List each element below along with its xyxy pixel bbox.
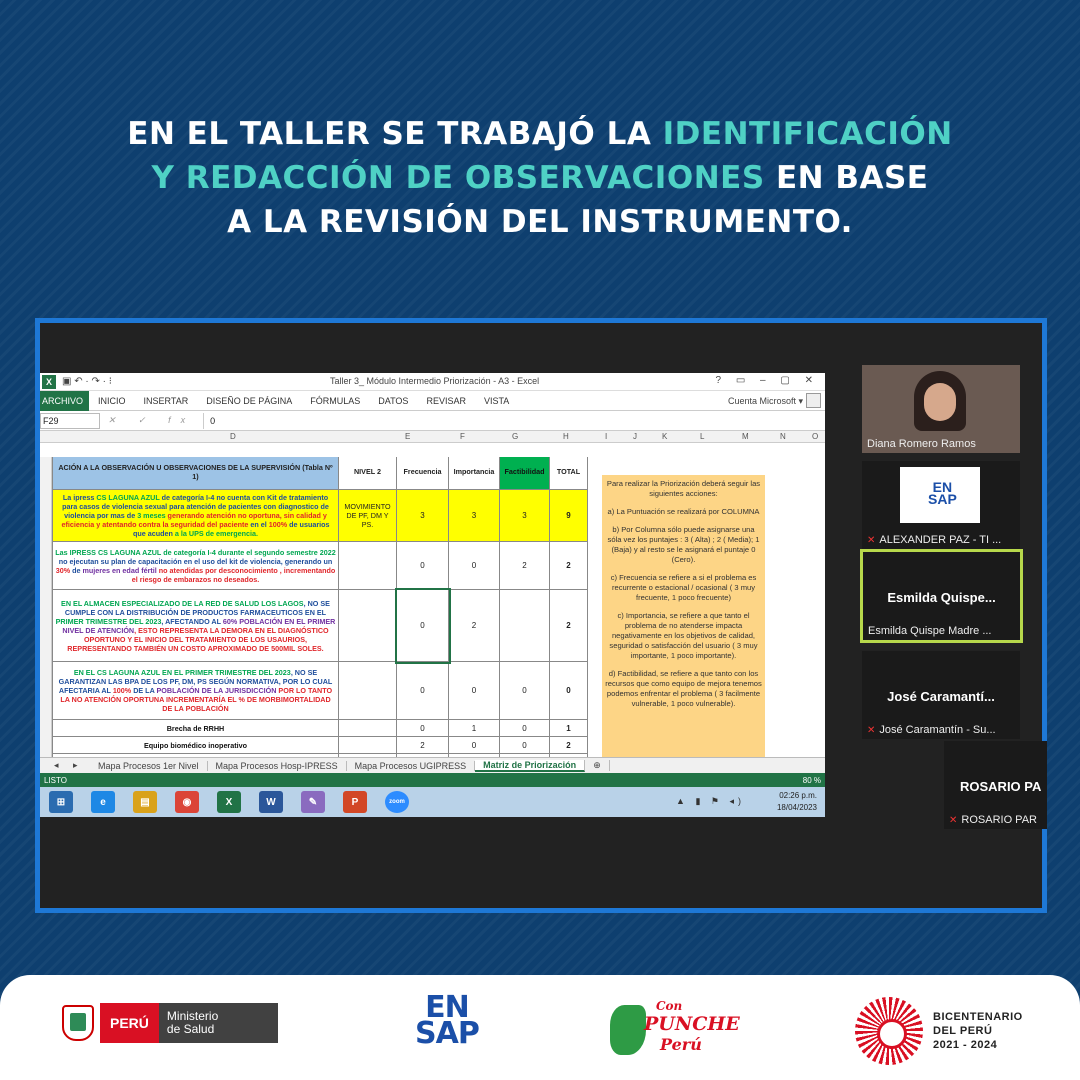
observation-text: no ejecutan su plan de capacitación en el uso del kit de violencia, generando un	[58, 556, 333, 566]
frecuencia-cell[interactable]: 0	[397, 720, 449, 737]
meeting-screen-share	[35, 318, 1047, 913]
participant-name: ✕ José Caramantín - Su...	[867, 724, 996, 736]
punche-con: Con	[656, 999, 683, 1013]
matrix-row	[53, 490, 588, 542]
tab-insertar[interactable]: INSERTAR	[143, 395, 189, 406]
total-cell[interactable]: 2	[550, 737, 588, 754]
peru-label: PERÚ	[100, 1003, 159, 1043]
col-header-d[interactable]: D	[230, 432, 236, 441]
observation-text: , NO SE CUMPLE CON LA DISTRIBUCIÓN DE PRODUCTOS FARMACEUTICOS EN EL	[64, 598, 330, 617]
excel-icon[interactable]: X	[217, 791, 241, 813]
sheet-tabs	[40, 757, 825, 773]
participant-name: ✕ ROSARIO PAR	[949, 814, 1037, 826]
participant-name: ✕ ALEXANDER PAZ - TI ...	[867, 534, 1002, 546]
participant-tile-4[interactable]	[862, 651, 1020, 739]
observation-text: EN EL CS LAGUNA AZUL EN EL PRIMER TRIMESTRE DEL 2023	[73, 668, 291, 677]
observation-text: POBLACIÓN DE LA JURISDICCIÓN	[156, 686, 277, 695]
observation-text: PRIMER TRIMESTRE DEL 2023	[55, 616, 162, 626]
ministerio-line-1: Ministerio	[166, 1009, 219, 1023]
instruction-paragraph: c) Importancia, se refiere a que tanto el problema de no atenderse impacta negativamente en los objetivos de calidad, seguridad o satisfacción del usuario ( 3 muy importante, 1 poco importante).	[609, 611, 758, 660]
participant-name: Esmilda Quispe Madre ...	[868, 625, 992, 637]
total-cell[interactable]: 2	[550, 590, 588, 662]
col-header-j[interactable]: J	[633, 432, 637, 441]
instruction-paragraph: Para realizar la Priorización deberá seguir las siguientes acciones:	[606, 479, 761, 498]
document-title: Taller 3_ Módulo Intermedio Priorización - A3 - Excel	[330, 376, 540, 386]
observation-text: de	[70, 565, 83, 575]
col-header-n[interactable]: N	[780, 432, 786, 441]
observation-cell[interactable]	[53, 490, 339, 542]
observation-text: , AFECTANDO AL	[161, 616, 223, 626]
col-header-g[interactable]: G	[512, 432, 519, 441]
importancia-cell[interactable]: 2	[449, 590, 500, 662]
account-menu[interactable]: Cuenta Microsoft ▾	[727, 396, 803, 406]
word-icon[interactable]: W	[259, 791, 283, 813]
observation-text: de usuarios que acuden	[132, 520, 330, 538]
footer-logos	[0, 975, 1080, 1080]
peru-coat-of-arms-icon	[62, 1005, 94, 1041]
col-header-h[interactable]: H	[563, 432, 569, 441]
nivel2-cell[interactable]: MOVIMIENTO DE PF, DM Y PS.	[339, 490, 397, 542]
matrix-row	[53, 737, 588, 754]
worksheet-grid[interactable]	[40, 457, 815, 757]
quick-access-toolbar[interactable]: ▣ ↶ · ↷ · ⁝	[62, 376, 112, 387]
file-explorer-icon[interactable]: ▤	[133, 791, 157, 813]
muted-mic-icon: ✕	[867, 535, 876, 546]
col-header-f[interactable]: F	[460, 432, 465, 441]
name-box[interactable]: F29	[40, 413, 100, 429]
total-cell[interactable]: 1	[550, 720, 588, 737]
formula-input[interactable]: 0	[203, 413, 825, 429]
observation-cell[interactable]: Equipo biomédico inoperativo	[53, 737, 339, 754]
sheet-tab-mapa-hosp[interactable]: Mapa Procesos Hosp-IPRESS	[208, 761, 347, 771]
priorization-instructions[interactable]	[602, 475, 765, 757]
sheet-nav-arrows[interactable]: ◂ ▸	[54, 760, 84, 770]
taskbar-app-list	[40, 791, 418, 813]
total-cell[interactable]: 0	[550, 662, 588, 720]
observation-text: mujeres en edad fértil	[82, 565, 157, 575]
importancia-cell[interactable]: 3	[449, 490, 500, 542]
ministerio-label	[159, 1003, 278, 1043]
observation-text: no atendidas por desconocimiento , incrementando el riesgo de embarazos no deseados.	[131, 565, 336, 584]
nivel2-cell[interactable]	[339, 737, 397, 754]
ribbon-tabs	[40, 391, 825, 411]
sheet-tab-matriz-priorizacion[interactable]: Matriz de Priorización	[475, 760, 585, 772]
col-header-l[interactable]: L	[700, 432, 705, 441]
add-sheet-icon[interactable]: ⊕	[585, 760, 610, 771]
observation-text: La ipress	[62, 493, 97, 502]
observation-text: , NO SE GARANTIZAN LAS BPA DE LOS PF, DM, PS SEGÚN NORMATIVA, POR LO CUAL AFECTARIA AL	[58, 668, 333, 695]
observation-text: 100%	[112, 686, 132, 695]
ministerio-line-2: de Salud	[166, 1022, 215, 1036]
formula-icons[interactable]: ✕ ✓ fx	[108, 415, 196, 425]
participant-face	[924, 383, 956, 421]
formula-bar	[40, 411, 825, 431]
tab-diseno-pagina[interactable]: DISEÑO DE PÁGINA	[206, 395, 293, 406]
instruction-paragraph: a) La Puntuación se realizará por COLUMNA	[607, 507, 760, 516]
observation-cell[interactable]	[53, 590, 339, 662]
tab-formulas[interactable]: FÓRMULAS	[310, 395, 361, 406]
observation-text: generando atención no oportuna, sin calidad y eficiencia y atentando contra la seguridad del paciente	[61, 511, 327, 529]
bicentenario-text	[933, 1010, 1023, 1052]
observation-text: 100%	[268, 520, 288, 529]
instruction-paragraph: d) Factibilidad, se refiere a que tanto con los recursos que como equipo de mejora tenemos podemos enfrentar el problema ( 3 facilmente vulnerable, 1 poco vulnerable).	[605, 669, 762, 708]
nivel2-cell[interactable]	[339, 662, 397, 720]
headline-highlight-1: IDENTIFICACIÓN	[662, 116, 953, 152]
total-cell[interactable]: 2	[550, 542, 588, 590]
instruction-paragraph: c) Frecuencia se refiere a si el problema es recurrente o estacional / ocasional ( 3 muy frecuente, 1 poco frecuente)	[610, 573, 757, 602]
frecuencia-cell[interactable]: 3	[397, 490, 449, 542]
observation-text: de categoría I-4	[159, 493, 217, 502]
observation-cell[interactable]	[53, 662, 339, 720]
muted-mic-icon: ✕	[867, 725, 876, 736]
tab-inicio[interactable]: INICIO	[98, 395, 126, 406]
taskbar-clock[interactable]	[777, 790, 817, 814]
ensap-line-1: EN	[425, 990, 469, 1025]
punche-main: PUNCHE	[644, 1013, 740, 1035]
muted-mic-icon: ✕	[949, 815, 958, 826]
nivel2-cell[interactable]	[339, 542, 397, 590]
excel-window	[40, 373, 825, 817]
tab-vista[interactable]: VISTA	[483, 395, 510, 406]
bic-line-3: 2021 - 2024	[933, 1039, 998, 1051]
headline-highlight-2: Y REDACCIÓN DE OBSERVACIONES	[151, 160, 765, 196]
participant-display-name: José Caramantí...	[887, 689, 995, 704]
instruction-paragraph: b) Por Columna sólo puede asignarse una sóla vez los puntajes : 3 ( Alta) ; 2 ( Media); 1 (Baja) y al resto se le asignará el puntaje 0 (Cero).	[607, 525, 760, 564]
paint-icon[interactable]: ✎	[301, 791, 325, 813]
tab-revisar[interactable]: REVISAR	[426, 395, 466, 406]
headline-part-5: A LA REVISIÓN DEL INSTRUMENTO.	[227, 204, 853, 240]
observation-text: POR LO TANTO LA NO ATENCIÓN OPORTUNA INCREMENTARÍA EL % DE MORBIMORTALIDAD DE LA POBLACIÓN	[60, 686, 333, 713]
window-controls[interactable]: ? ▭ – ▢ ✕	[715, 375, 819, 386]
internet-explorer-icon[interactable]: e	[91, 791, 115, 813]
participant-display-name: ROSARIO PA	[960, 779, 1042, 794]
factibilidad-cell[interactable]: 3	[500, 490, 550, 542]
punche-peru: Perú	[660, 1035, 702, 1054]
bicentenario-logo	[855, 997, 1023, 1065]
col-header-m[interactable]: M	[742, 432, 749, 441]
observation-cell[interactable]: Brecha de RRHH	[53, 720, 339, 737]
clock-time: 02:26 p.m.	[779, 791, 817, 800]
participant-display-name: Esmilda Quispe...	[887, 590, 996, 605]
row-headers	[40, 457, 52, 757]
header-frecuencia[interactable]: Frecuencia	[397, 457, 449, 490]
factibilidad-cell[interactable]	[500, 590, 550, 662]
windows-start-icon[interactable]: ⊞	[49, 791, 73, 813]
observation-text: EN EL ALMACEN ESPECIALIZADO DE LA RED DE SALUD LOS LAGOS	[61, 598, 304, 608]
header-importancia[interactable]: Importancia	[449, 457, 500, 490]
clock-date: 18/04/2023	[776, 803, 817, 812]
header-nivel2[interactable]: NIVEL 2	[339, 457, 397, 490]
observation-text: DE LA	[131, 686, 157, 695]
importancia-cell[interactable]: 0	[449, 662, 500, 720]
nivel2-cell[interactable]	[339, 720, 397, 737]
importancia-cell[interactable]: 0	[449, 737, 500, 754]
con-punche-peru-logo	[610, 997, 740, 1059]
bic-line-2: DEL PERÚ	[933, 1025, 993, 1037]
total-cell[interactable]: 9	[550, 490, 588, 542]
header-observacion[interactable]: ACIÓN A LA OBSERVACIÓN U OBSERVACIONES DE LA SUPERVISIÓN (Tabla Nº 1)	[53, 457, 339, 490]
minsa-logo	[62, 1003, 278, 1043]
powerpoint-icon[interactable]: P	[343, 791, 367, 813]
factibilidad-cell[interactable]: 0	[500, 720, 550, 737]
status-text: LISTO	[44, 775, 67, 785]
observation-text: en el	[248, 520, 269, 529]
bicentenario-sun-icon	[855, 997, 923, 1065]
observation-text: Las IPRESS CS LAGUNA AZUL de categoría I-4 durante el segundo semestre 2022	[55, 547, 336, 557]
account-avatar[interactable]	[806, 393, 821, 408]
matrix-header-row	[53, 457, 588, 490]
headline-part-4: EN BASE	[764, 160, 929, 196]
observation-text: 3 meses	[137, 511, 166, 520]
nivel2-cell[interactable]	[339, 590, 397, 662]
bic-line-1: BICENTENARIO	[933, 1011, 1023, 1023]
participant-tile-2[interactable]	[862, 461, 1020, 549]
observation-text: a la UPS de emergencia.	[174, 529, 259, 538]
windows-taskbar	[40, 787, 825, 817]
participant-tile-1[interactable]	[862, 365, 1020, 453]
zoom-level[interactable]: 80 %	[802, 775, 821, 785]
participant-tile-5[interactable]	[944, 741, 1047, 829]
priorization-matrix	[52, 457, 588, 757]
frecuencia-cell[interactable]: 2	[397, 737, 449, 754]
importancia-cell[interactable]: 1	[449, 720, 500, 737]
participant-shared-logo	[900, 467, 980, 523]
factibilidad-cell[interactable]: 0	[500, 737, 550, 754]
sheet-tab-mapa-ugipress[interactable]: Mapa Procesos UGIPRESS	[347, 761, 476, 771]
observation-text: CS LAGUNA AZUL	[96, 493, 160, 502]
ensap-line-2: SAP	[415, 1016, 479, 1051]
col-header-o[interactable]: O	[812, 432, 819, 441]
participant-name: Diana Romero Ramos	[867, 438, 976, 450]
observation-text: 60% POBLACIÓN EN EL PRIMER NIVEL DE ATENCIÓN	[62, 616, 336, 635]
column-headers	[40, 431, 825, 443]
system-tray-icons[interactable]: ▲ ▮ ⚑ ◂)	[676, 796, 745, 806]
observation-text: 30%	[55, 565, 71, 575]
ensap-logo	[415, 990, 479, 1051]
factibilidad-cell[interactable]: 0	[500, 662, 550, 720]
tab-archivo[interactable]: ARCHIVO	[40, 391, 89, 411]
factibilidad-cell[interactable]: 2	[500, 542, 550, 590]
observation-text: no cuenta con Kit de tratamiento para casos de violencia sexual para atención de pacientes con diagnostico de violencia	[62, 493, 329, 520]
observation-cell[interactable]	[53, 542, 339, 590]
importancia-cell[interactable]: 0	[449, 542, 500, 590]
observation-text: por mas de	[94, 511, 138, 520]
col-header-e[interactable]: E	[405, 432, 411, 441]
status-bar	[40, 773, 825, 787]
frecuencia-cell[interactable]: 0	[397, 542, 449, 590]
headline-part-1: EN EL TALLER SE TRABAJÓ LA	[127, 116, 663, 152]
col-header-k[interactable]: K	[662, 432, 668, 441]
zoom-icon[interactable]: zoom	[385, 791, 409, 813]
matrix-body	[53, 490, 588, 758]
ensap-mini-logo: EN SAP	[928, 479, 957, 507]
sheet-tab-mapa-1er-nivel[interactable]: Mapa Procesos 1er Nivel	[90, 761, 208, 771]
matrix-row	[53, 662, 588, 720]
headline	[40, 112, 1040, 244]
header-factibilidad[interactable]: Factibilidad	[500, 457, 550, 490]
matrix-row	[53, 542, 588, 590]
col-header-i[interactable]: I	[605, 432, 608, 441]
frecuencia-cell[interactable]: 0	[397, 590, 449, 662]
excel-title-bar	[40, 373, 825, 391]
matrix-row	[53, 590, 588, 662]
participant-tile-3-active-speaker[interactable]	[860, 549, 1023, 643]
peru-map-icon	[610, 1005, 646, 1055]
chrome-icon[interactable]: ◉	[175, 791, 199, 813]
matrix-row	[53, 720, 588, 737]
excel-logo-icon: X	[42, 375, 56, 389]
tab-datos[interactable]: DATOS	[378, 395, 409, 406]
observation-text: , ESTO REPRESENTA LA DEMORA EN EL DIAGNÓSTICO OPORTUNO Y EL INICIO DEL TRATAMIENTO DE LOS USAURIOS, REPRESENTANDO TAMBIÉN UN COSTO APROXIMADO DE 500MIL SOLES.	[67, 625, 329, 653]
header-total[interactable]: TOTAL	[550, 457, 588, 490]
frecuencia-cell[interactable]: 0	[397, 662, 449, 720]
